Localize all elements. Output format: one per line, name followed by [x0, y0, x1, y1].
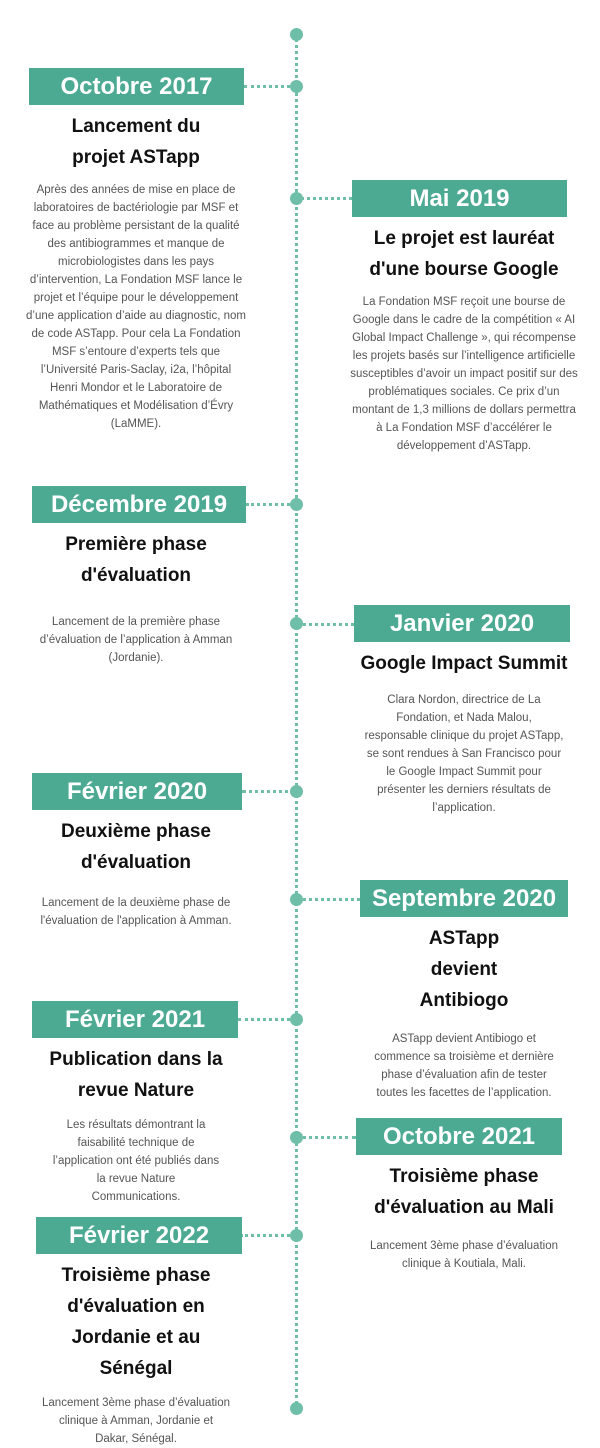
date-badge: Mai 2019	[352, 180, 567, 217]
date-badge: Octobre 2021	[356, 1118, 562, 1155]
event-december-2019	[12, 486, 260, 667]
event-october-2017	[12, 68, 260, 433]
event-may-2019	[340, 180, 588, 455]
event-description: Lancement 3ème phase d’évaluation clinique à Amman, Jordanie et Dakar, Sénégal.	[42, 1397, 230, 1445]
date-badge: Octobre 2017	[29, 68, 244, 105]
event-title: ASTapp devient Antibiogo	[419, 928, 509, 1011]
timeline-end-dot	[290, 1402, 303, 1415]
event-dot	[290, 1229, 303, 1242]
event-dot	[290, 785, 303, 798]
date-badge: Janvier 2020	[354, 605, 570, 642]
event-dot	[290, 498, 303, 511]
event-description: Après des années de mise en place de laboratoires de bactériologie par MSF et face au problème persistant de la qualité des antibiogrammes et manque de microbiologistes dans les pays d’intervention, La Fondation MSF lance le projet et l’équipe pour le développement d’une application d’aide au diagnostic, nom de code ASTapp. Pour cela La Fondation MSF s’entoure d’experts tels que l’Université Paris-Saclay, i2a, l’hôpital Henri Mondor et le Laboratoire de Mathématiques et Modélisation d’Évry (LaMME).	[26, 184, 246, 430]
event-title: Le projet est lauréat d'une bourse Google	[369, 228, 559, 280]
event-title: Première phase d'évaluation	[65, 534, 207, 586]
event-february-2020	[12, 773, 260, 930]
event-october-2021	[340, 1118, 588, 1273]
event-description: Lancement de la première phase d’évaluation de l’application à Amman (Jordanie).	[39, 616, 233, 664]
event-dot	[290, 1013, 303, 1026]
event-title: Lancement du projet ASTapp	[71, 116, 201, 168]
event-description: Lancement 3ème phase d’évaluation clinique à Koutiala, Mali.	[370, 1240, 558, 1270]
event-description: La Fondation MSF reçoit une bourse de Google dans le cadre de la compétition « AI Global Impact Challenge », qui récompense les projets basés sur l’intelligence artificielle susceptibles d’avoir un impact positif sur des problématiques sociales. Ce prix d’un montant de 1,3 millions de dollars permettra à La Fondation MSF d’accélérer le développement d’ASTapp.	[350, 296, 578, 452]
event-dot	[290, 80, 303, 93]
event-title: Troisième phase d'évaluation en Jordanie et au Sénégal	[61, 1265, 211, 1379]
event-description: Clara Nordon, directrice de La Fondation, et Nada Malou, responsable clinique du projet ASTapp, se sont rendues à San Francisco pour le Google Impact Summit pour présenter les derniers résultats de l’application.	[364, 694, 564, 814]
event-dot	[290, 1131, 303, 1144]
event-dot	[290, 893, 303, 906]
event-description: Les résultats démontrant la faisabilité technique de l’application ont été publiés dans la revue Nature Communications.	[52, 1119, 220, 1203]
timeline-start-dot	[290, 28, 303, 41]
event-title: Publication dans la revue Nature	[49, 1049, 223, 1101]
event-september-2020	[340, 880, 588, 1102]
timeline-spine	[295, 34, 298, 1409]
event-title: Troisième phase d'évaluation au Mali	[374, 1166, 554, 1218]
event-title: Deuxième phase d'évaluation	[61, 821, 211, 873]
date-badge: Février 2021	[32, 1001, 238, 1038]
event-dot	[290, 617, 303, 630]
event-february-2022	[12, 1217, 260, 1448]
event-january-2020	[340, 605, 588, 817]
date-badge: Septembre 2020	[360, 880, 568, 917]
event-dot	[290, 192, 303, 205]
event-description: ASTapp devient Antibiogo et commence sa troisième et dernière phase d’évaluation afin de tester toutes les facettes de l’application.	[374, 1033, 554, 1099]
event-description: Lancement de la deuxième phase de l'évaluation de l'application à Amman.	[40, 897, 232, 927]
event-february-2021	[12, 1001, 260, 1206]
date-badge: Février 2020	[32, 773, 242, 810]
event-title: Google Impact Summit	[360, 653, 568, 674]
date-badge: Décembre 2019	[32, 486, 246, 523]
date-badge: Février 2022	[36, 1217, 242, 1254]
